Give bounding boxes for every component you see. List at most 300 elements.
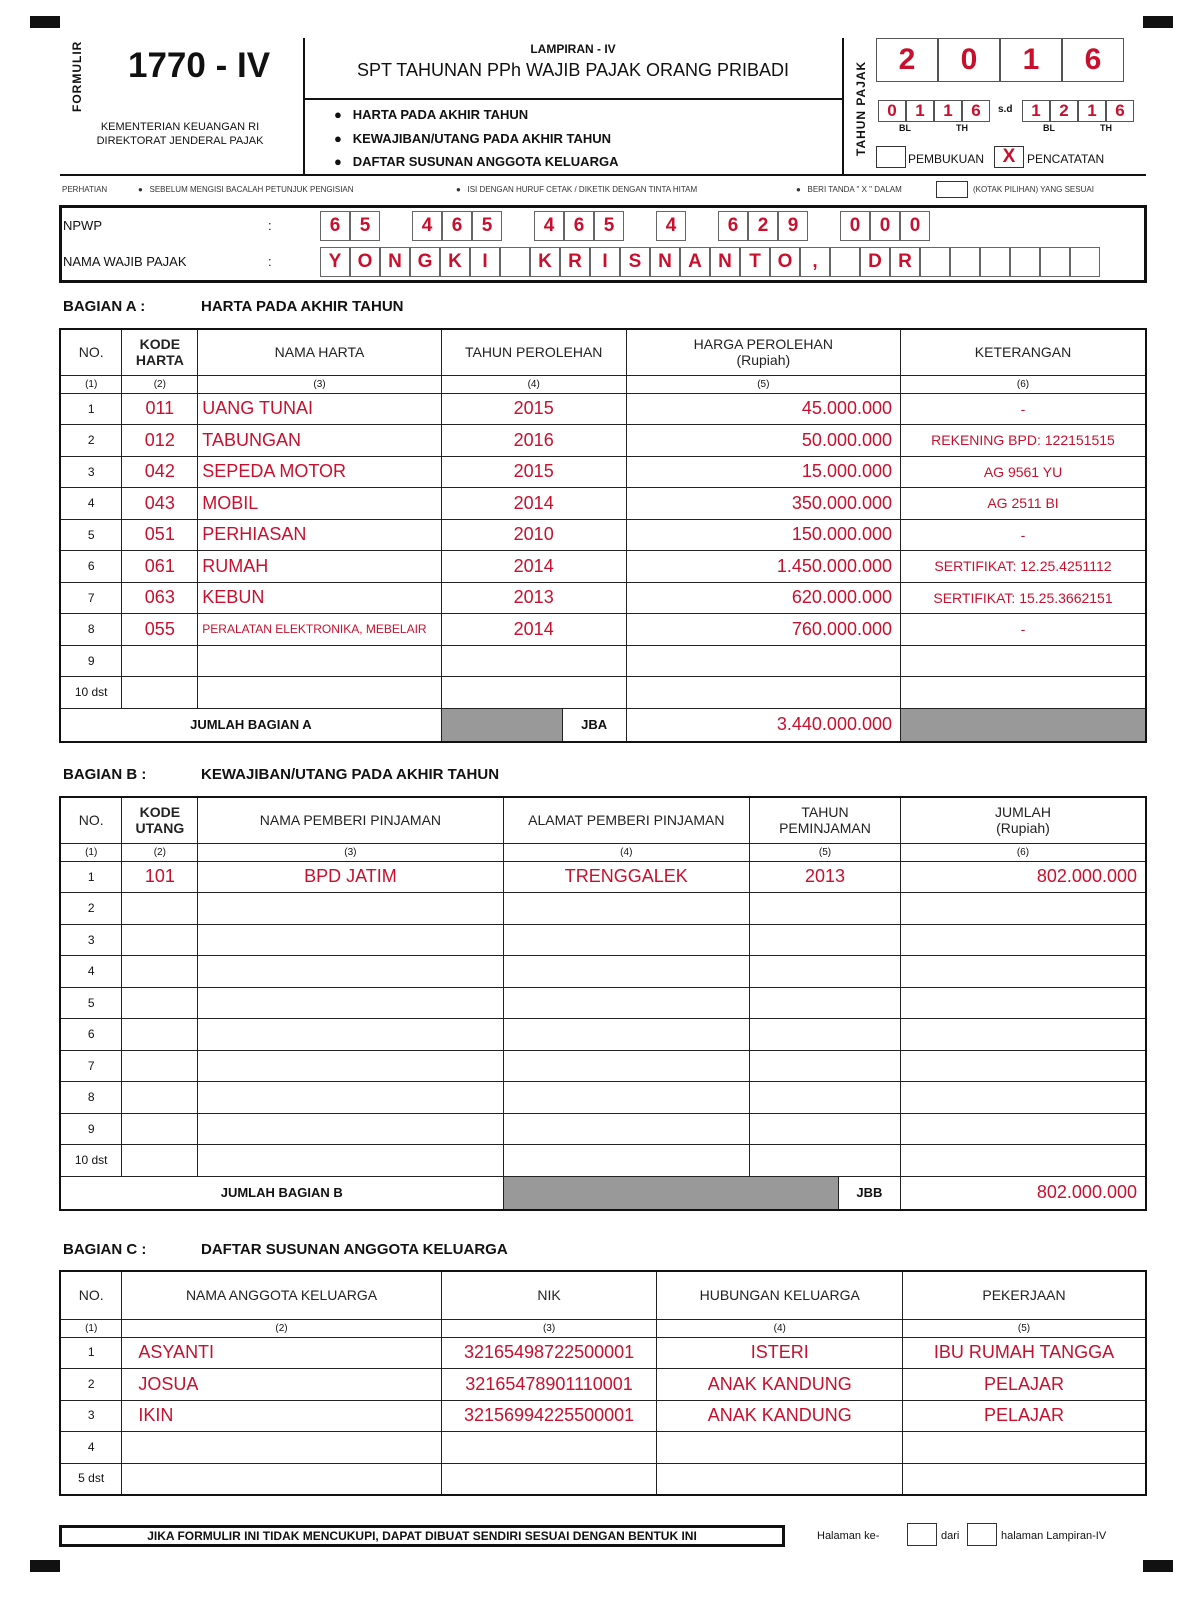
notice-item: ● ISI DENGAN HURUF CETAK / DIKETIK DENGAN TINTA HITAM [456, 185, 698, 194]
nama-harta-cell[interactable]: RUMAH [198, 551, 441, 583]
kode-harta-cell[interactable]: 043 [122, 488, 198, 520]
registration-mark-bottom-right [1143, 1560, 1173, 1572]
npwp-digit[interactable]: 4 [412, 211, 442, 241]
column-index-row [60, 843, 1146, 861]
bagian-c-label: BAGIAN C : [63, 1241, 147, 1258]
perhatian-label: PERHATIAN [62, 185, 108, 194]
page-total-box[interactable] [967, 1523, 997, 1546]
nama-harta-cell[interactable]: SEPEDA MOTOR [198, 456, 441, 488]
tahun-peminjaman-cell[interactable]: 2013 [750, 861, 901, 893]
col-index: (5) [902, 1319, 1146, 1337]
alamat-pemberi-cell[interactable] [503, 956, 750, 988]
col-index: (2) [122, 843, 198, 861]
row-number: 4 [60, 1432, 122, 1464]
keterangan-cell[interactable]: - [901, 614, 1146, 646]
npwp-digit[interactable]: 0 [900, 211, 930, 241]
period-start-digit[interactable]: 6 [962, 100, 990, 122]
npwp-digit[interactable]: 0 [840, 211, 870, 241]
table-header-row [60, 797, 1146, 843]
alamat-pemberi-cell[interactable] [503, 1050, 750, 1082]
col-header-alamat: ALAMAT PEMBERI PINJAMAN [503, 797, 750, 843]
jumlah-cell[interactable] [900, 1019, 1146, 1051]
col-header-kode: KODE UTANG [122, 797, 198, 843]
jumlah-cell[interactable] [900, 987, 1146, 1019]
npwp-digit[interactable]: 9 [778, 211, 808, 241]
header-divider-mid [304, 98, 842, 100]
name-char[interactable] [1070, 247, 1100, 277]
name-char[interactable] [1040, 247, 1070, 277]
bagian-a-label: BAGIAN A : [63, 298, 146, 315]
name-char[interactable]: N [650, 247, 680, 277]
kode-utang-cell[interactable] [122, 893, 198, 925]
col-header-no: NO. [60, 329, 122, 375]
bullet-item: ● DAFTAR SUSUNAN ANGGOTA KELUARGA [334, 154, 619, 169]
year-digit[interactable]: 6 [1062, 38, 1124, 82]
period-start-digit[interactable]: 1 [934, 100, 962, 122]
column-index-row [60, 375, 1146, 393]
row-number: 2 [60, 893, 122, 925]
nik-cell[interactable]: 32165498722500001 [441, 1337, 657, 1369]
harga-perolehan-cell[interactable]: 760.000.000 [626, 614, 900, 646]
npwp-colon: : [268, 218, 272, 233]
col-index: (5) [750, 843, 901, 861]
nama-pemberi-cell[interactable] [198, 956, 503, 988]
tahun-perolehan-cell[interactable]: 2015 [441, 456, 626, 488]
table-row [60, 456, 1146, 488]
bullet-item: ● KEWAJIBAN/UTANG PADA AKHIR TAHUN [334, 130, 611, 146]
keterangan-cell[interactable]: REKENING BPD: 122151515 [901, 425, 1146, 457]
col-index: (4) [441, 375, 626, 393]
tahun-perolehan-cell[interactable]: 2014 [441, 551, 626, 583]
keterangan-cell[interactable]: - [901, 519, 1146, 551]
alamat-pemberi-cell[interactable] [503, 987, 750, 1019]
table-row [60, 1337, 1146, 1369]
bagian-c-title: DAFTAR SUSUNAN ANGGOTA KELUARGA [201, 1241, 508, 1258]
name-char[interactable] [500, 247, 530, 277]
table-row [60, 1019, 1146, 1051]
kode-utang-cell[interactable]: 101 [122, 861, 198, 893]
kode-harta-cell[interactable]: 055 [122, 614, 198, 646]
npwp-digit[interactable]: 4 [656, 211, 686, 241]
tahun-peminjaman-cell[interactable] [750, 956, 901, 988]
jumlah-cell[interactable] [900, 924, 1146, 956]
alamat-pemberi-cell[interactable]: TRENGGALEK [503, 861, 750, 893]
bl-label: BL [899, 123, 911, 133]
shaded-cell [441, 708, 626, 742]
jumlah-cell[interactable] [900, 1145, 1146, 1177]
row-number: 4 [60, 488, 122, 520]
npwp-digit[interactable]: 5 [350, 211, 380, 241]
kode-harta-cell[interactable]: 011 [122, 393, 198, 425]
year-digit[interactable]: 2 [876, 38, 938, 82]
col-header-jumlah: JUMLAH (Rupiah) [900, 797, 1146, 843]
kode-utang-cell[interactable] [122, 1019, 198, 1051]
row-number: 2 [60, 425, 122, 457]
name-char[interactable]: R [890, 247, 920, 277]
table-header-row [60, 329, 1146, 375]
kode-harta-cell[interactable]: 051 [122, 519, 198, 551]
name-char[interactable]: N [710, 247, 740, 277]
row-number: 5 dst [60, 1463, 122, 1495]
npwp-digit[interactable]: 2 [748, 211, 778, 241]
nama-pemberi-cell[interactable] [198, 1050, 503, 1082]
row-number: 8 [60, 1082, 122, 1114]
tahun-peminjaman-cell[interactable] [750, 1050, 901, 1082]
dari-label: dari [941, 1530, 960, 1542]
shaded-cell [901, 708, 1146, 742]
pekerjaan-cell[interactable] [902, 1432, 1146, 1464]
bl-label: BL [1043, 123, 1055, 133]
nik-cell[interactable] [441, 1463, 657, 1495]
table-row [60, 551, 1146, 583]
nama-pemberi-cell[interactable] [198, 987, 503, 1019]
row-number: 8 [60, 614, 122, 646]
total-label: JUMLAH BAGIAN B [60, 1176, 503, 1210]
nama-anggota-cell[interactable]: ASYANTI [122, 1337, 441, 1369]
row-number: 4 [60, 956, 122, 988]
keterangan-cell[interactable]: SERTIFIKAT: 12.25.4251112 [901, 551, 1146, 583]
tax-year-boxes [876, 38, 1124, 82]
kode-harta-cell[interactable]: 012 [122, 425, 198, 457]
name-char[interactable]: I [470, 247, 500, 277]
kode-harta-cell[interactable]: 042 [122, 456, 198, 488]
kode-harta-cell[interactable]: 063 [122, 582, 198, 614]
npwp-digit[interactable]: 6 [442, 211, 472, 241]
col-header-tahun: TAHUN PEMINJAMAN [750, 797, 901, 843]
col-header-nama: NAMA HARTA [198, 329, 441, 375]
row-number: 2 [60, 1369, 122, 1401]
name-char[interactable]: R [560, 247, 590, 277]
total-value[interactable]: 3.440.000.000 [626, 708, 900, 742]
period-end-digit[interactable]: 1 [1078, 100, 1106, 122]
nama-pemberi-cell[interactable] [198, 1019, 503, 1051]
name-colon: : [268, 254, 272, 269]
nama-pemberi-cell[interactable] [198, 924, 503, 956]
name-char[interactable]: , [800, 247, 830, 277]
nik-cell[interactable] [441, 1432, 657, 1464]
row-number: 5 [60, 519, 122, 551]
tahun-perolehan-cell[interactable]: 2015 [441, 393, 626, 425]
table-row [60, 645, 1146, 677]
nama-anggota-cell[interactable] [122, 1463, 441, 1495]
npwp-digit[interactable]: 0 [870, 211, 900, 241]
harga-perolehan-cell[interactable]: 45.000.000 [626, 393, 900, 425]
nama-harta-cell[interactable] [198, 645, 441, 677]
period-end-digit[interactable]: 6 [1106, 100, 1134, 122]
row-number: 9 [60, 1113, 122, 1145]
nama-harta-cell[interactable] [198, 677, 441, 709]
keterangan-cell[interactable] [901, 645, 1146, 677]
jumlah-cell[interactable]: 802.000.000 [900, 861, 1146, 893]
jumlah-cell[interactable] [900, 893, 1146, 925]
table-row [60, 1432, 1146, 1464]
year-digit[interactable]: 0 [938, 38, 1000, 82]
period-start-boxes [878, 100, 990, 122]
tahun-pajak-label: TAHUN PAJAK [854, 60, 868, 156]
sd-label: s.d [998, 104, 1013, 115]
hubungan-cell[interactable]: ISTERI [657, 1337, 903, 1369]
nama-anggota-cell[interactable] [122, 1432, 441, 1464]
page-number-box[interactable] [907, 1523, 937, 1546]
nama-harta-cell[interactable]: PERHIASAN [198, 519, 441, 551]
kode-utang-cell[interactable] [122, 924, 198, 956]
name-char[interactable]: S [620, 247, 650, 277]
column-index-row [60, 1319, 1146, 1337]
notice-item: ● SEBELUM MENGISI BACALAH PETUNJUK PENGISIAN [138, 185, 354, 194]
period-start-digit[interactable]: 0 [878, 100, 906, 122]
nama-pemberi-cell[interactable] [198, 1082, 503, 1114]
alamat-pemberi-cell[interactable] [503, 924, 750, 956]
tahun-perolehan-cell[interactable] [441, 677, 626, 709]
directorate-name: DIREKTORAT JENDERAL PAJAK [96, 135, 264, 147]
alamat-pemberi-cell[interactable] [503, 1145, 750, 1177]
name-char[interactable]: O [350, 247, 380, 277]
tahun-peminjaman-cell[interactable] [750, 924, 901, 956]
table-row [60, 614, 1146, 646]
jumlah-cell[interactable] [900, 1082, 1146, 1114]
col-index: (1) [60, 1319, 122, 1337]
keterangan-cell[interactable]: SERTIFIKAT: 15.25.3662151 [901, 582, 1146, 614]
nama-pemberi-cell[interactable] [198, 1145, 503, 1177]
kode-utang-cell[interactable] [122, 956, 198, 988]
hubungan-cell[interactable]: ANAK KANDUNG [657, 1400, 903, 1432]
table-row [60, 1145, 1146, 1177]
col-header-no: NO. [60, 797, 122, 843]
kode-utang-cell[interactable] [122, 1145, 198, 1177]
jumlah-cell[interactable] [900, 1113, 1146, 1145]
name-char[interactable]: K [530, 247, 560, 277]
row-number: 3 [60, 456, 122, 488]
harga-perolehan-cell[interactable]: 15.000.000 [626, 456, 900, 488]
pencatatan-checkbox[interactable]: X [994, 146, 1024, 168]
table-row [60, 393, 1146, 425]
table-header-row [60, 1271, 1146, 1319]
name-char[interactable]: Y [320, 247, 350, 277]
keterangan-cell[interactable]: AG 9561 YU [901, 456, 1146, 488]
bullet-item: ● HARTA PADA AKHIR TAHUN [334, 107, 529, 122]
tahun-perolehan-cell[interactable]: 2014 [441, 614, 626, 646]
col-index: (5) [626, 375, 900, 393]
tahun-peminjaman-cell[interactable] [750, 1145, 901, 1177]
table-row [60, 1082, 1146, 1114]
table-row [60, 1050, 1146, 1082]
bagian-a-table [59, 328, 1147, 743]
name-char[interactable]: N [380, 247, 410, 277]
table-row [60, 1113, 1146, 1145]
harga-perolehan-cell[interactable]: 350.000.000 [626, 488, 900, 520]
row-number: 10 dst [60, 677, 122, 709]
nik-cell[interactable]: 32156994225500001 [441, 1400, 657, 1432]
tahun-perolehan-cell[interactable]: 2010 [441, 519, 626, 551]
keterangan-cell[interactable] [901, 677, 1146, 709]
period-end-digit[interactable]: 1 [1022, 100, 1050, 122]
name-char[interactable]: K [440, 247, 470, 277]
period-end-boxes [1022, 100, 1134, 122]
row-number: 7 [60, 582, 122, 614]
kode-harta-cell[interactable] [122, 645, 198, 677]
name-label: NAMA WAJIB PAJAK [63, 254, 187, 269]
name-char[interactable]: G [410, 247, 440, 277]
tahun-peminjaman-cell[interactable] [750, 893, 901, 925]
col-header-keterangan: KETERANGAN [901, 329, 1146, 375]
tahun-peminjaman-cell[interactable] [750, 1113, 901, 1145]
tahun-perolehan-cell[interactable] [441, 645, 626, 677]
name-char[interactable]: O [770, 247, 800, 277]
lampiran-label: LAMPIRAN - IV [530, 42, 616, 56]
kode-utang-cell[interactable] [122, 987, 198, 1019]
npwp-digit[interactable]: 5 [472, 211, 502, 241]
hubungan-cell[interactable] [657, 1432, 903, 1464]
table-row [60, 893, 1146, 925]
nama-harta-cell[interactable]: UANG TUNAI [198, 393, 441, 425]
nama-anggota-cell[interactable]: IKIN [122, 1400, 441, 1432]
harga-perolehan-cell[interactable]: 150.000.000 [626, 519, 900, 551]
col-index: (4) [657, 1319, 903, 1337]
pekerjaan-cell[interactable]: IBU RUMAH TANGGA [902, 1337, 1146, 1369]
table-row [60, 677, 1146, 709]
name-char[interactable]: T [740, 247, 770, 277]
col-header-hubungan: HUBUNGAN KELUARGA [657, 1271, 903, 1319]
col-index: (3) [198, 843, 503, 861]
bagian-b-total-row [60, 1176, 1146, 1210]
table-row [60, 488, 1146, 520]
table-row [60, 1463, 1146, 1495]
tahun-peminjaman-cell[interactable] [750, 987, 901, 1019]
nama-harta-cell[interactable]: PERALATAN ELEKTRONIKA, MEBELAIR [198, 614, 441, 646]
tahun-perolehan-cell[interactable]: 2013 [441, 582, 626, 614]
row-number: 5 [60, 987, 122, 1019]
table-row [60, 582, 1146, 614]
tahun-perolehan-cell[interactable]: 2016 [441, 425, 626, 457]
col-header-nama: NAMA ANGGOTA KELUARGA [122, 1271, 441, 1319]
npwp-digit[interactable]: 6 [718, 211, 748, 241]
npwp-digit[interactable]: 4 [534, 211, 564, 241]
col-index: (2) [122, 1319, 441, 1337]
lampiran-footer-label: halaman Lampiran-IV [1001, 1530, 1107, 1542]
kode-harta-cell[interactable] [122, 677, 198, 709]
row-number: 7 [60, 1050, 122, 1082]
row-number: 9 [60, 645, 122, 677]
hubungan-cell[interactable] [657, 1463, 903, 1495]
tahun-peminjaman-cell[interactable] [750, 1019, 901, 1051]
header-divider-right [842, 38, 844, 174]
alamat-pemberi-cell[interactable] [503, 1113, 750, 1145]
jumlah-cell[interactable] [900, 956, 1146, 988]
col-header-nama: NAMA PEMBERI PINJAMAN [198, 797, 503, 843]
npwp-digit[interactable]: 6 [564, 211, 594, 241]
year-digit[interactable]: 1 [1000, 38, 1062, 82]
alamat-pemberi-cell[interactable] [503, 1019, 750, 1051]
name-char[interactable] [920, 247, 950, 277]
name-char[interactable] [830, 247, 860, 277]
nama-pemberi-cell[interactable] [198, 893, 503, 925]
nama-pemberi-cell[interactable]: BPD JATIM [198, 861, 503, 893]
notice-item: (KOTAK PILIHAN) YANG SESUAI [973, 185, 1094, 194]
col-index: (3) [198, 375, 441, 393]
col-index: (6) [901, 375, 1146, 393]
row-number: 3 [60, 924, 122, 956]
name-char[interactable]: A [680, 247, 710, 277]
footer-note: JIKA FORMULIR INI TIDAK MENCUKUPI, DAPAT DIBUAT SENDIRI SESUAI DENGAN BENTUK INI [59, 1525, 785, 1547]
nama-harta-cell[interactable]: KEBUN [198, 582, 441, 614]
nama-pemberi-cell[interactable] [198, 1113, 503, 1145]
col-header-pekerjaan: PEKERJAAN [902, 1271, 1146, 1319]
table-row [60, 519, 1146, 551]
sample-checkbox [936, 181, 968, 198]
total-value[interactable]: 802.000.000 [900, 1176, 1146, 1210]
npwp-digit[interactable]: 5 [594, 211, 624, 241]
kode-harta-cell[interactable]: 061 [122, 551, 198, 583]
name-char[interactable] [950, 247, 980, 277]
harga-perolehan-cell[interactable]: 50.000.000 [626, 425, 900, 457]
harga-perolehan-cell[interactable]: 1.450.000.000 [626, 551, 900, 583]
formulir-label: FORMULIR [70, 40, 84, 112]
total-label: JUMLAH BAGIAN A [60, 708, 441, 742]
bagian-a-total-row [60, 708, 1146, 742]
kode-utang-cell[interactable] [122, 1082, 198, 1114]
name-char[interactable]: D [860, 247, 890, 277]
period-start-digit[interactable]: 1 [906, 100, 934, 122]
nama-anggota-cell[interactable]: JOSUA [122, 1369, 441, 1401]
kode-utang-cell[interactable] [122, 1113, 198, 1145]
pembukuan-label: PEMBUKUAN [908, 152, 985, 166]
bagian-b-label: BAGIAN B : [63, 766, 147, 783]
keterangan-cell[interactable]: AG 2511 BI [901, 488, 1146, 520]
row-number: 1 [60, 393, 122, 425]
nik-cell[interactable]: 32165478901110001 [441, 1369, 657, 1401]
harga-perolehan-cell[interactable]: 620.000.000 [626, 582, 900, 614]
th-label: TH [956, 123, 968, 133]
nama-harta-cell[interactable]: MOBIL [198, 488, 441, 520]
hubungan-cell[interactable]: ANAK KANDUNG [657, 1369, 903, 1401]
bagian-a-title: HARTA PADA AKHIR TAHUN [201, 298, 404, 315]
total-code: JBA [562, 709, 626, 741]
col-header-nik: NIK [441, 1271, 657, 1319]
row-number: 6 [60, 1019, 122, 1051]
row-number: 1 [60, 1337, 122, 1369]
table-row [60, 1400, 1146, 1432]
harga-perolehan-cell[interactable] [626, 677, 900, 709]
row-number: 3 [60, 1400, 122, 1432]
tahun-perolehan-cell[interactable]: 2014 [441, 488, 626, 520]
nama-harta-cell[interactable]: TABUNGAN [198, 425, 441, 457]
pekerjaan-cell[interactable] [902, 1463, 1146, 1495]
pekerjaan-cell[interactable]: PELAJAR [902, 1369, 1146, 1401]
pembukuan-checkbox[interactable] [876, 146, 906, 168]
harga-perolehan-cell[interactable] [626, 645, 900, 677]
notice-item: ● BERI TANDA " X " DALAM [796, 185, 902, 194]
name-char[interactable] [1010, 247, 1040, 277]
alamat-pemberi-cell[interactable] [503, 893, 750, 925]
period-end-digit[interactable]: 2 [1050, 100, 1078, 122]
table-row [60, 861, 1146, 893]
name-char[interactable] [980, 247, 1010, 277]
table-row [60, 1369, 1146, 1401]
kode-utang-cell[interactable] [122, 1050, 198, 1082]
npwp-digit[interactable]: 6 [320, 211, 350, 241]
pekerjaan-cell[interactable]: PELAJAR [902, 1400, 1146, 1432]
keterangan-cell[interactable]: - [901, 393, 1146, 425]
alamat-pemberi-cell[interactable] [503, 1082, 750, 1114]
tahun-peminjaman-cell[interactable] [750, 1082, 901, 1114]
col-index: (4) [503, 843, 750, 861]
name-char[interactable]: I [590, 247, 620, 277]
jumlah-cell[interactable] [900, 1050, 1146, 1082]
col-index: (1) [60, 375, 122, 393]
table-row [60, 425, 1146, 457]
registration-mark-bottom-left [30, 1560, 60, 1572]
row-number: 6 [60, 551, 122, 583]
